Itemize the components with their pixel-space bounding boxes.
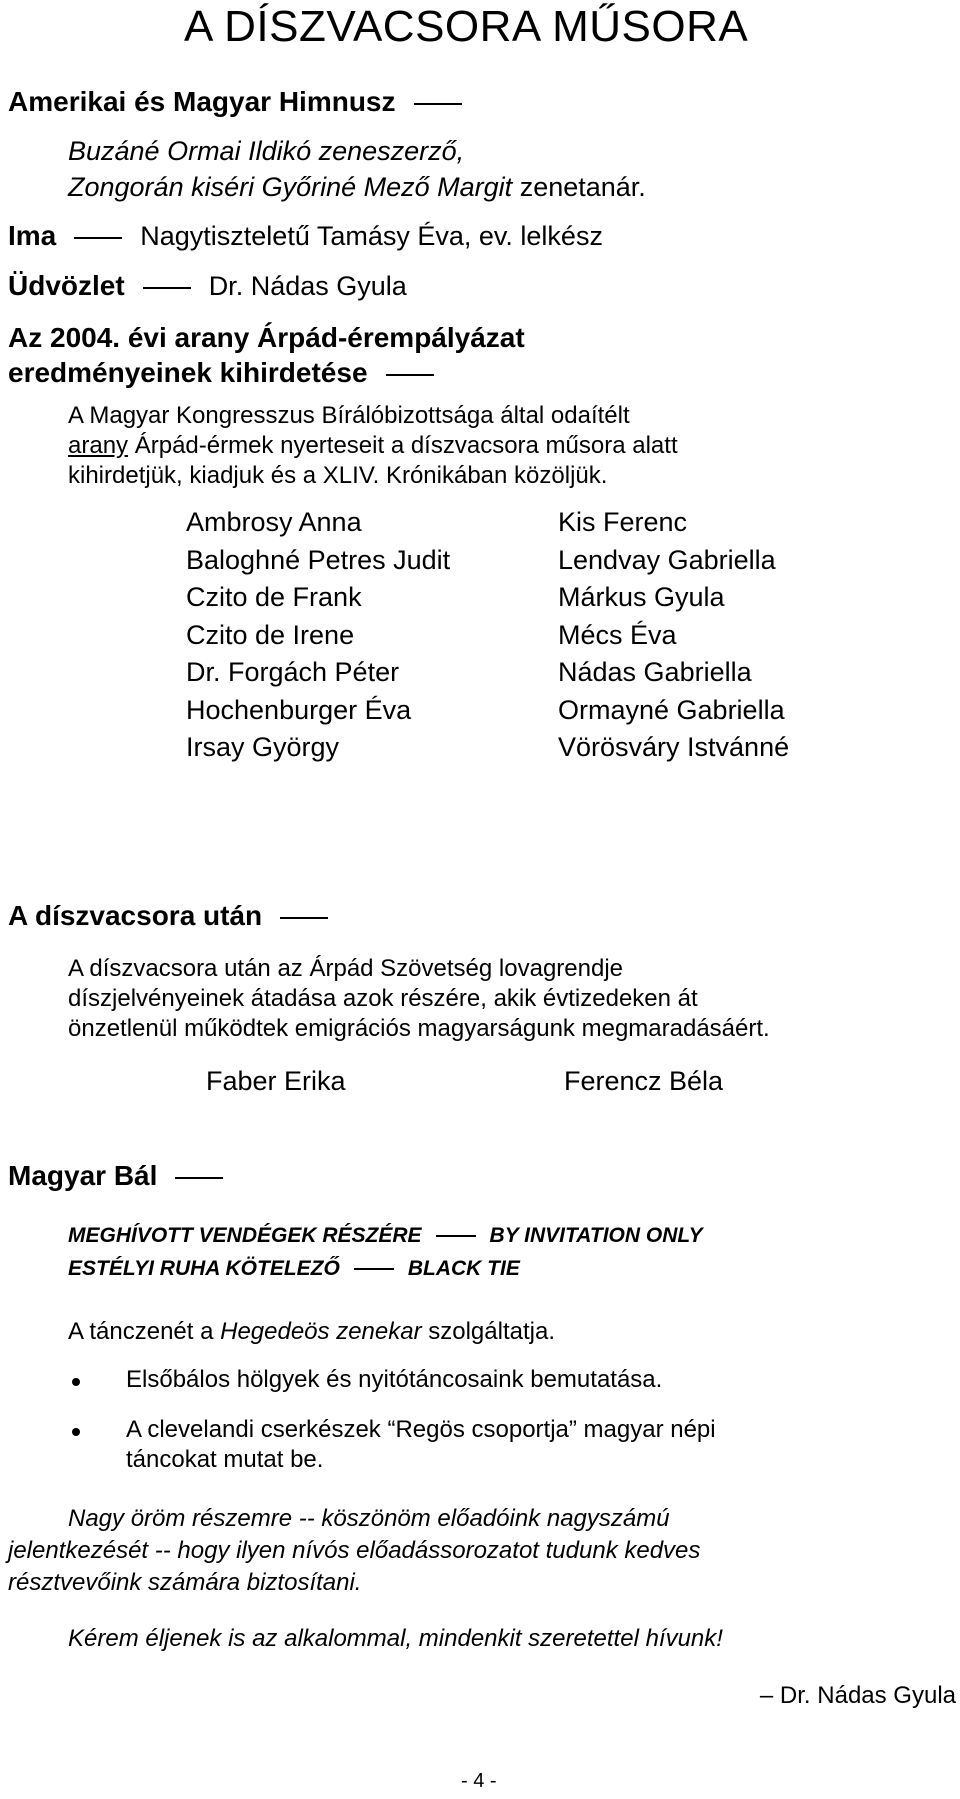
winner-name: Czito de Frank bbox=[186, 582, 362, 612]
winner-name: Hochenburger Éva bbox=[186, 694, 412, 725]
award-paragraph-rest: Árpád-érmek nyerteseit a díszvacsora műsora alatt bbox=[128, 432, 678, 459]
welcome-text: Dr. Nádas Gyula bbox=[208, 271, 407, 301]
welcome-label: Üdvözlet bbox=[8, 270, 125, 301]
closing-line2: jelentkezését -- hogy ilyen nívós előadássorozatot tudunk kedves bbox=[8, 1537, 701, 1564]
em-dash-divider bbox=[175, 1177, 223, 1179]
bullet-icon bbox=[72, 1378, 80, 1386]
winner-name: Dr. Forgách Péter bbox=[186, 657, 400, 687]
invitation-line2 bbox=[68, 1257, 520, 1281]
signature: – Dr. Nádas Gyula bbox=[759, 1682, 956, 1709]
after-dinner-heading-text: A díszvacsora után bbox=[8, 900, 263, 931]
award-paragraph-line3: kihirdetjük, kiadjuk és a XLIV. Krónikában közöljük. bbox=[68, 462, 608, 489]
dress-code-en: BLACK TIE bbox=[407, 1257, 520, 1280]
em-dash-divider bbox=[386, 374, 434, 376]
ball-heading bbox=[8, 1160, 241, 1192]
award-underlined-word: arany bbox=[68, 432, 129, 459]
em-dash-divider bbox=[436, 1235, 476, 1237]
em-dash-divider bbox=[414, 103, 462, 105]
closing-line3: résztvevőink számára biztosítani. bbox=[8, 1569, 362, 1596]
after-dinner-heading bbox=[8, 900, 346, 932]
bullet-item-continuation: táncokat mutat be. bbox=[126, 1446, 324, 1473]
after-dinner-paragraph-line3: önzetlenül működtek emigrációs magyarságunk megmaradásáért. bbox=[68, 1015, 770, 1042]
winner-name: Nádas Gabriella bbox=[558, 657, 752, 687]
music-prefix: A tánczenét a bbox=[68, 1318, 221, 1345]
winner-name: Ambrosy Anna bbox=[186, 507, 362, 537]
page-title: A DÍSZVACSORA MŰSORA bbox=[184, 2, 749, 51]
accompanist-suffix: zenetanár. bbox=[512, 172, 646, 202]
winner-name: Irsay György bbox=[186, 732, 340, 762]
bullet-icon bbox=[72, 1428, 80, 1436]
award-heading-line2 bbox=[8, 357, 452, 389]
after-dinner-paragraph-line2: díszjelvényeinek átadása azok részére, akik évtizedeken át bbox=[68, 985, 698, 1012]
winners-right-column bbox=[558, 504, 789, 767]
winners-left-column bbox=[186, 504, 450, 767]
dress-code-hu: ESTÉLYI RUHA KÖTELEZŐ bbox=[68, 1257, 340, 1280]
winner-name: Mécs Éva bbox=[558, 619, 677, 650]
music-line bbox=[68, 1318, 555, 1346]
em-dash-divider bbox=[354, 1268, 394, 1270]
band-name: Hegedeös zenekar bbox=[220, 1318, 422, 1345]
bullet-item: A clevelandi cserkészek “Regös csoportja” magyar népi bbox=[126, 1416, 716, 1443]
welcome-line bbox=[8, 270, 407, 302]
honoree-name: Ferencz Béla bbox=[564, 1066, 724, 1096]
honoree-name: Faber Erika bbox=[206, 1066, 346, 1096]
award-heading-text: eredményeinek kihirdetése bbox=[8, 357, 368, 388]
award-paragraph-line2 bbox=[68, 432, 678, 460]
winner-name: Kis Ferenc bbox=[558, 507, 688, 537]
page-number: - 4 - bbox=[461, 1770, 497, 1792]
winner-name: Ormayné Gabriella bbox=[558, 694, 785, 725]
prayer-text: Nagytiszteletű Tamásy Éva, ev. lelkész bbox=[140, 221, 603, 251]
accompanist-prefix: Zongorán kiséri bbox=[68, 172, 262, 202]
anthems-heading bbox=[8, 86, 480, 118]
closing-line1: Nagy öröm részemre -- köszönöm előadóink nagyszámú bbox=[68, 1505, 670, 1532]
bullet-item: Elsőbálos hölgyek és nyitótáncosaink bemutatása. bbox=[126, 1366, 663, 1393]
award-paragraph-line1: A Magyar Kongresszus Bírálóbizottsága által odaítélt bbox=[68, 402, 630, 429]
ball-heading-text: Magyar Bál bbox=[8, 1160, 158, 1191]
winner-name: Lendvay Gabriella bbox=[558, 544, 776, 575]
em-dash-divider bbox=[143, 287, 191, 289]
award-heading-line1: Az 2004. évi arany Árpád-érempályázat bbox=[8, 322, 525, 353]
winner-name: Baloghné Petres Judit bbox=[186, 544, 451, 575]
winner-name: Czito de Irene bbox=[186, 619, 355, 650]
accompanist-name: Győriné Mező Margit bbox=[261, 172, 513, 202]
em-dash-divider bbox=[280, 917, 328, 919]
anthems-composer: Buzáné Ormai Ildikó zeneszerző, bbox=[68, 136, 465, 166]
closing-invitation: Kérem éljenek is az alkalommal, mindenkit szeretettel hívunk! bbox=[68, 1625, 723, 1652]
winner-name: Vörösváry Istvánné bbox=[558, 732, 790, 762]
prayer-label: Ima bbox=[8, 220, 57, 251]
anthems-heading-text: Amerikai és Magyar Himnusz bbox=[8, 86, 396, 117]
em-dash-divider bbox=[74, 237, 122, 239]
winner-name: Márkus Gyula bbox=[558, 582, 725, 612]
invitation-hu: MEGHÍVOTT VENDÉGEK RÉSZÉRE bbox=[68, 1224, 422, 1247]
invitation-line1 bbox=[68, 1224, 703, 1248]
music-suffix: szolgáltatja. bbox=[421, 1318, 555, 1345]
anthems-accompanist bbox=[68, 172, 646, 203]
invitation-en: BY INVITATION ONLY bbox=[489, 1224, 703, 1247]
after-dinner-paragraph-line1: A díszvacsora után az Árpád Szövetség lovagrendje bbox=[68, 955, 623, 982]
prayer-line bbox=[8, 220, 603, 252]
